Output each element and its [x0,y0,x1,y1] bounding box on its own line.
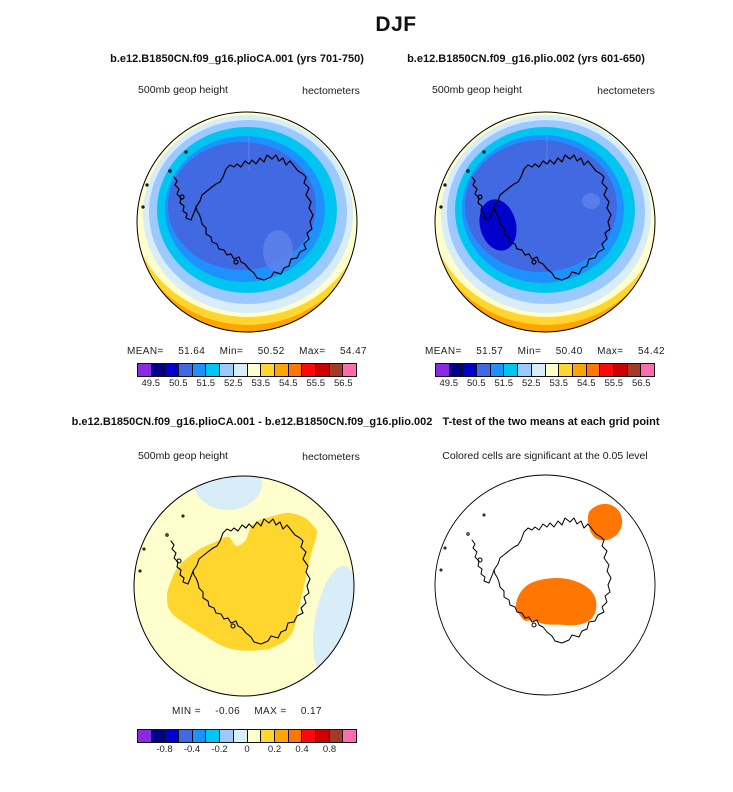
min-label: Min= [219,346,244,357]
colorbar-tick-label: 52.5 [224,378,243,389]
colorbar-cell [165,364,179,376]
field-label-top-left: 500mb geop height [138,84,228,96]
season-title: DJF [375,13,417,36]
colorbar-cell [477,364,491,376]
significance-fill [435,475,655,695]
colorbar-cell [152,730,166,742]
colorbar-tick-label: 0.2 [267,744,282,755]
colorbar-cell [316,730,330,742]
colorbar-cell [316,364,330,376]
units-label-top-right: hectometers [597,85,655,97]
colorbar-cell [628,364,642,376]
colorbar-cell [641,364,654,376]
colorbar-cell [220,364,234,376]
colorbar-cell [518,364,532,376]
colorbar-cell [491,364,505,376]
colorbar-cell [614,364,628,376]
colorbar-cell [450,364,464,376]
max-label: Max= [299,346,326,357]
colorbar-ticks-bottom-left [137,744,357,756]
slate-light-patch [582,193,600,209]
colorbar-cell [234,730,248,742]
colorbar-cell [573,364,587,376]
colorbar-cell [587,364,601,376]
colorbar-cell [193,364,207,376]
colorbar-tick-label: 53.5 [549,378,568,389]
colorbar-tick-label: 51.5 [196,378,215,389]
colorbar-tick-label: 54.5 [577,378,596,389]
colorbar-tick-label: 53.5 [251,378,270,389]
units-label-top-left: hectometers [302,85,360,97]
slate-minimum-core [168,142,316,270]
mean-value: 51.57 [476,346,504,357]
colorbar-tick-label: 54.5 [279,378,298,389]
colorbar-cell [261,730,275,742]
colorbar-cell [248,730,262,742]
colorbar-cell [504,364,518,376]
field-label-top-right: 500mb geop height [432,84,522,96]
significance-note: Colored cells are significant at the 0.05 level [442,450,648,462]
mean-label: MEAN= [425,346,462,357]
stats-line-top-left [127,346,367,357]
colorbar-cell [261,364,275,376]
colorbar-cell [343,730,356,742]
min-label: Min= [517,346,542,357]
min-value: -0.06 [215,706,241,717]
colorbar-tick-label: 0 [244,744,250,755]
colorbar-tick-label: 50.5 [169,378,188,389]
colorbar-tick-label: 0.8 [322,744,337,755]
colorbar-cell [138,364,152,376]
map-top-left-height-field [136,111,358,333]
stats-line-top-right [425,346,665,357]
colorbar-cell [206,730,220,742]
colorbar-cell [559,364,573,376]
colorbar-tick-label: 51.5 [494,378,513,389]
colorbar-cell [193,730,207,742]
colorbar-cell [275,730,289,742]
panel-title-bottom-left: b.e12.B1850CN.f09_g16.plioCA.001 - b.e12.B1850CN.f09_g16.plio.002 [71,416,433,428]
colorbar-tick-label: 50.5 [467,378,486,389]
colorbar-tick-label: 56.5 [334,378,353,389]
max-value: 54.42 [637,346,665,357]
colorbar-tick-label: 49.5 [141,378,160,389]
colorbar-cell [179,364,193,376]
colorbar-cell [234,364,248,376]
colorbar-cell [600,364,614,376]
map-bottom-right-ttest [434,474,656,696]
colorbar-cell [302,730,316,742]
colorbar-cell [436,364,450,376]
colorbar-tick-label: 49.5 [439,378,458,389]
max-label: MAX = [254,706,287,717]
min-value: 50.52 [257,346,285,357]
colorbar-cell [179,730,193,742]
colorbar-cell [220,730,234,742]
colorbar-tick-label: 55.5 [306,378,325,389]
colorbar-cell [546,364,560,376]
colorbar-ticks-top-right [435,378,655,390]
panel-title-top-right: b.e12.B1850CN.f09_g16.plio.002 (yrs 601-650) [407,53,645,65]
colorbar-tick-label: 0.4 [295,744,309,755]
colorbar-cell [138,730,152,742]
colorbar-cell [289,364,303,376]
colorbar-tick-label: -0.2 [211,744,228,755]
colorbar-tick-label: 56.5 [632,378,651,389]
colorbar-cell [302,364,316,376]
colorbar-tick-label: 52.5 [522,378,541,389]
min-label: MIN = [172,706,201,717]
colorbar-ticks-top-left [137,378,357,390]
colorbar-bottom-left [137,729,357,743]
panel-title-top-left: b.e12.B1850CN.f09_g16.plioCA.001 (yrs 701-750) [110,53,364,65]
colorbar-tick-label: -0.8 [156,744,173,755]
colorbar-cell [165,730,179,742]
colorbar-cell [343,364,356,376]
max-label: Max= [597,346,624,357]
stats-line-bottom-left [172,706,322,717]
map-bottom-left-difference [133,475,355,697]
colorbar-cell [289,730,303,742]
units-label-bottom-left: hectometers [302,451,360,463]
field-label-bottom-left: 500mb geop height [138,450,228,462]
colorbar-tick-label: -0.4 [183,744,201,755]
colorbar-cell [152,364,166,376]
colorbar-cell [532,364,546,376]
min-value: 50.40 [555,346,583,357]
mean-label: MEAN= [127,346,164,357]
colorbar-tick-label: 55.5 [604,378,623,389]
colorbar-cell [330,364,344,376]
colorbar-cell [206,364,220,376]
max-value: 0.17 [300,706,322,717]
max-value: 54.47 [339,346,367,357]
panel-title-bottom-right: T-test of the two means at each grid point [442,416,660,428]
mean-value: 51.64 [178,346,206,357]
map-top-right-height-field [434,111,656,333]
colorbar-cell [330,730,344,742]
colorbar-cell [248,364,262,376]
colorbar-cell [275,364,289,376]
colorbar-top-left [137,363,357,377]
colorbar-cell [463,364,477,376]
colorbar-top-right [435,363,655,377]
